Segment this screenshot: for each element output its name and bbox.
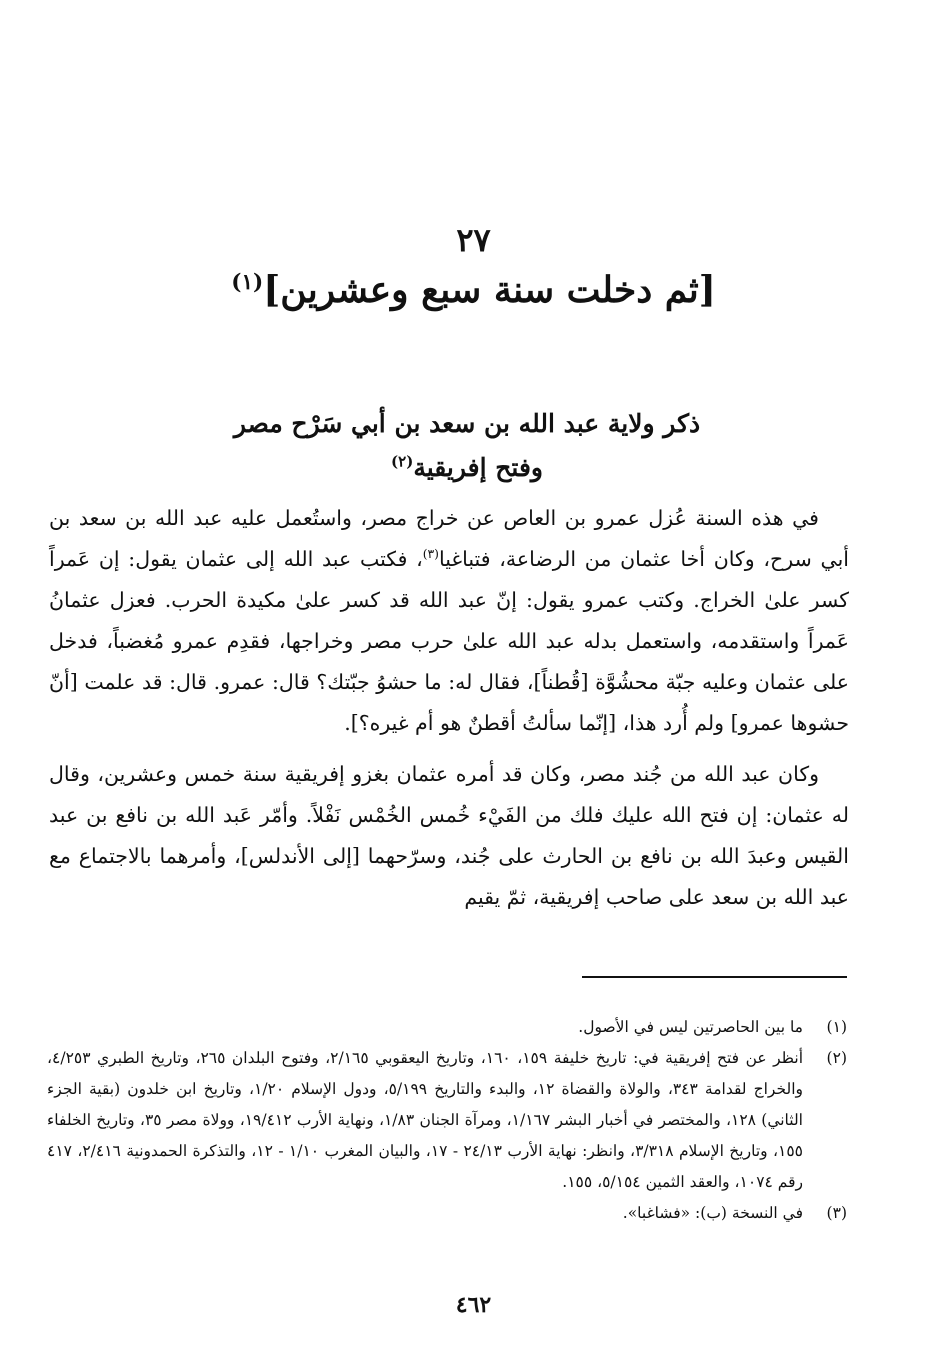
paragraph-text: وكان عبد الله من جُند مصر، وكان قد أمره عثمان بغزو إفريقية سنة خمس وعشرين، وقال له عثمان: إن فتح الله عليك فلك من الفَيْء خُمس الخُمْس نَفْلاً. وأمّر عَبد الله بن نافع بن عبد القيس وعبدَ الله بن نافع بن الحارث على جُند، وسرّحهما [إلى الأندلس]، وأمرهما بالاجتماع مع عبد الله بن سعد على صاحب إفريقية، ثمّ يقيم xyxy=(49,762,849,909)
section-title-line-1: ذكر ولاية عبد الله بن سعد بن أبي سَرْح مصر xyxy=(233,409,701,438)
paragraph-text: في هذه السنة عُزل عمرو بن العاص عن خراج مصر، واستُعمل عليه عبد الله بن سعد بن أبي سرح، وكان أخا عثمان من الرضاعة، فتباغيا xyxy=(49,506,849,571)
page-number: ٤٦٢ xyxy=(455,1292,492,1318)
footnote-divider xyxy=(582,976,847,978)
footnote-ref: (٢) xyxy=(391,452,414,471)
chapter-title-text: [ثم دخلت سنة سبع وعشرين] xyxy=(263,269,716,311)
paragraph-text: ، فكتب عبد الله إلى عثمان يقول: إن عَمراً كسر علىٰ الخراج. وكتب عمرو يقول: إنّ عبد الله قد كسر علىٰ مكيدة الحرب. فعزل عثمانُ عَمراً واستقدمه، واستعمل بدله عبد الله علىٰ حرب مصر وخراجها، فقدِم عمرو مُغضباً، فدخل على عثمان وعليه جبّة محشُوَّة [قُطناً]، فقال له: ما حشوُ جبّتك؟ قال: عمرو. قال: قد علمت [أنّ حشوها عمرو] ولم أُرد هذا، [إنّما سألتُ أقطنٌ هو أم غيره؟]. xyxy=(49,547,849,735)
footnote-number: (١) xyxy=(826,1018,847,1036)
footnote-number: (٣) xyxy=(826,1204,847,1222)
section-title xyxy=(87,402,847,490)
paragraph xyxy=(49,498,849,744)
body-text xyxy=(49,498,849,928)
footnote xyxy=(47,1012,847,1043)
footnote-text: في النسخة (ب): «فشاغبا». xyxy=(622,1204,803,1222)
footnote-ref: (١) xyxy=(231,270,264,295)
footnote-text: أنظر عن فتح إفريقية في: تاريخ خليفة ١٥٩، ١٦٠، وتاريخ اليعقوبي ٢/١٦٥، وفتوح البلدان ٢٦٥، وتاريخ الطبري ٤/٢٥٣، والخراج لقدامة ٣٤٣، والولاة والقضاة ١٢، والبدء والتاريخ ٥/١٩٩، ودول الإسلام ١/٢٠، وتاريخ ابن خلدون (بقية الجزء الثاني) ١٢٨، والمختصر في أخبار البشر ١/١٦٧، ومرآة الجنان ١/٨٣، ونهاية الأرب ١٩/٤١٢، وولاة مصر ٣٥، وتاريخ الخلفاء ١٥٥، وتاريخ الإسلام ٣/٣١٨، وانظر: نهاية الأرب ٢٤/١٣ - ١٧، والبيان المغرب ١/١٠ - ١٢، والتذكرة الحمدونية ٢/٤١٦، ٤١٧ رقم ١٠٧٤، والعقد الثمين ٥/١٥٤، ١٥٥. xyxy=(47,1049,804,1191)
chapter-title xyxy=(0,262,947,318)
footnote-number: (٢) xyxy=(826,1049,847,1067)
footnote-text: ما بين الحاصرتين ليس في الأصول. xyxy=(578,1018,803,1036)
chapter-number: ٢٧ xyxy=(456,221,491,259)
footnote xyxy=(47,1043,847,1198)
footnote-ref: (٣) xyxy=(422,547,439,562)
footnote xyxy=(47,1198,847,1229)
footnotes xyxy=(47,1012,847,1229)
section-title-line-2 xyxy=(87,446,847,490)
section-title-line-2-text: وفتح إفريقية xyxy=(413,453,543,482)
paragraph xyxy=(49,754,849,918)
